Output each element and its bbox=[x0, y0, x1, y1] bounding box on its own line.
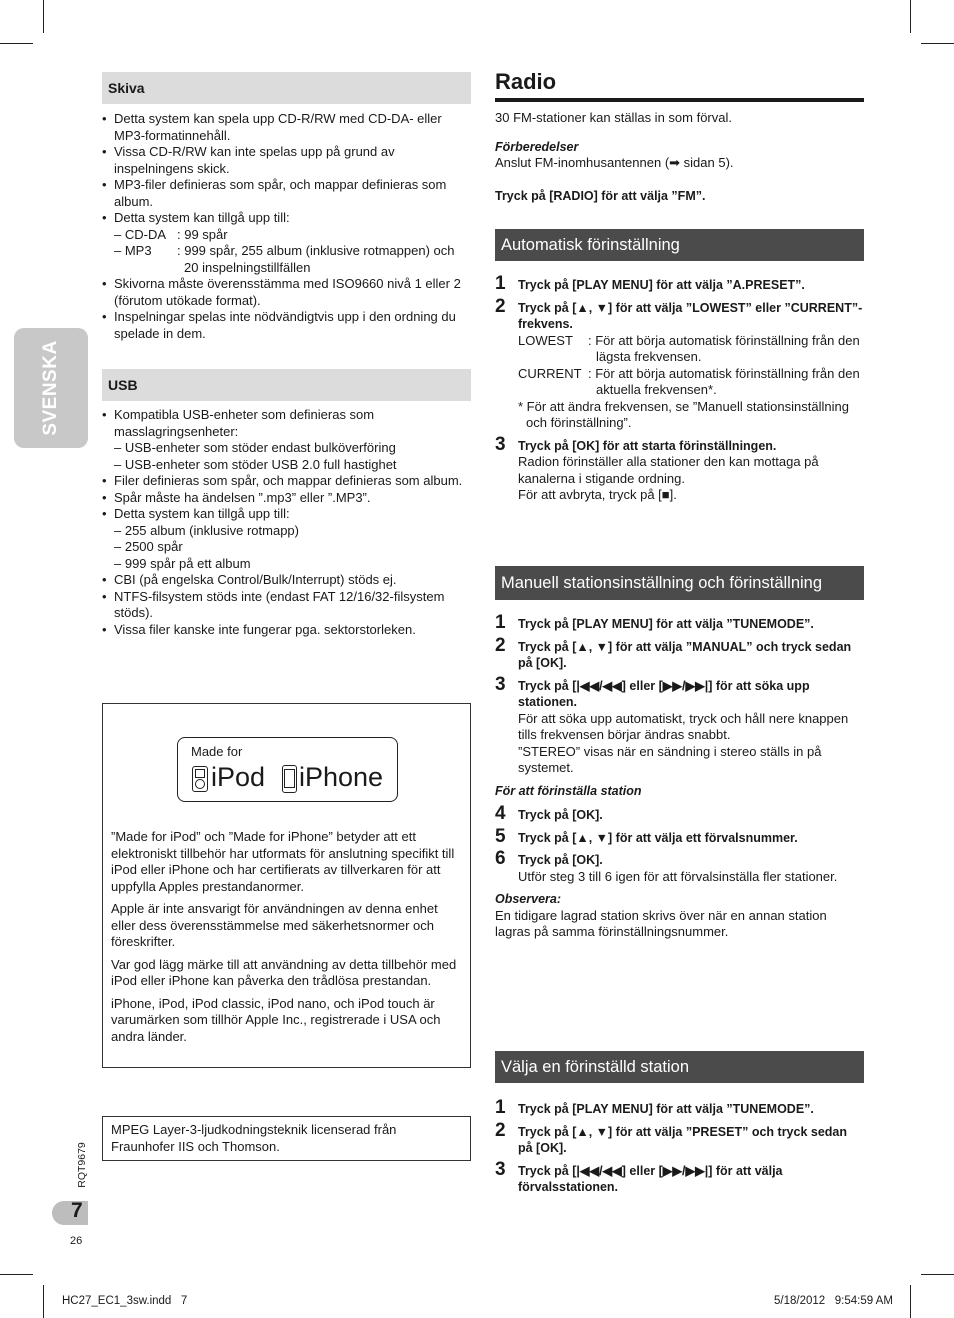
step-number: 4 bbox=[495, 803, 506, 824]
section-heading: Manuell stationsinställning och förinställning bbox=[495, 566, 864, 600]
mpeg-notice-box bbox=[102, 1116, 471, 1161]
step-detail: ”STEREO” visas när en sändning i stereo ställs in på systemet. bbox=[518, 743, 822, 775]
step-number: 3 bbox=[495, 1158, 506, 1180]
step-number: 3 bbox=[495, 433, 506, 455]
list-item-text: Detta system kan tillgå upp till: bbox=[114, 506, 290, 521]
step-number: 2 bbox=[495, 634, 506, 656]
side-tab-label: SVENSKA bbox=[39, 340, 61, 436]
radio-press: Tryck på [RADIO] för att välja ”FM”. bbox=[495, 188, 706, 203]
step bbox=[495, 1158, 864, 1196]
step bbox=[495, 1119, 864, 1157]
step-number: 1 bbox=[495, 1097, 506, 1118]
ipod-device-icon bbox=[192, 766, 208, 792]
footer-file: HC27_EC1_3sw.indd 7 bbox=[62, 1295, 188, 1307]
step-text: Tryck på [OK]. bbox=[518, 808, 603, 822]
step-text: Tryck på [▲, ▼] för att välja ”LOWEST” eller ”CURRENT”-frekvens. bbox=[518, 300, 863, 331]
section-heading: Automatisk förinställning bbox=[495, 229, 864, 261]
step-detail: Utför steg 3 till 6 igen för att förvalsinställa fler stationer. bbox=[518, 868, 838, 884]
list-item: • Filer definieras som spår, och mappar definieras som album. bbox=[102, 473, 471, 490]
apple-paragraph: ”Made for iPod” och ”Made for iPhone” betyder att ett elektroniskt tillbehör har utformats för anslutning specifikt till iPod eller iPhone och har certifierats av tillverkaren för att uppfylla Apples prestandanormer. bbox=[111, 829, 455, 894]
title-rule bbox=[495, 98, 864, 102]
step-text: Tryck på [|◀◀/◀◀] eller [▶▶/▶▶|] för att söka upp stationen. bbox=[518, 678, 810, 709]
limit-value: : 99 spår bbox=[177, 226, 228, 242]
crop-mark bbox=[0, 43, 33, 44]
step bbox=[495, 634, 864, 672]
sub-item: – 2500 spår bbox=[114, 539, 183, 554]
radio-title: Radio bbox=[495, 69, 557, 94]
manual-tuning-section bbox=[495, 566, 864, 941]
step bbox=[495, 273, 864, 294]
list-item bbox=[102, 210, 471, 276]
list-item: • Detta system kan spela upp CD-R/RW med CD-DA- eller MP3-formatinnehåll. bbox=[102, 111, 471, 144]
usb-section bbox=[102, 369, 471, 638]
prep-text: Anslut FM-inomhusantennen (➡ sidan 5). bbox=[495, 155, 734, 170]
note-label: Observera: bbox=[495, 892, 562, 906]
step-number: 2 bbox=[495, 295, 506, 317]
sub-item: – 255 album (inklusive rotmapp) bbox=[114, 522, 299, 538]
apple-paragraph: Apple är inte ansvarigt för användningen av denna enhet eller dess överensstämmelse med säkerhetsnormer och föreskrifter. bbox=[111, 901, 438, 949]
section-heading: Välja en förinställd station bbox=[495, 1051, 864, 1083]
step-text: Tryck på [PLAY MENU] för att välja ”TUNEMODE”. bbox=[518, 1102, 814, 1116]
crop-mark bbox=[921, 43, 954, 44]
step-number: 5 bbox=[495, 825, 506, 847]
step bbox=[495, 1097, 864, 1118]
limit-key: – CD-DA bbox=[114, 226, 167, 242]
sub-item: – USB-enheter som stöder USB 2.0 full hastighet bbox=[114, 456, 397, 472]
step bbox=[495, 673, 864, 777]
step bbox=[495, 803, 864, 824]
crop-mark bbox=[910, 1285, 911, 1318]
prep-label: Förberedelser bbox=[495, 139, 579, 154]
side-tab bbox=[14, 328, 88, 448]
step-number: 3 bbox=[495, 673, 506, 695]
step-text: Tryck på [PLAY MENU] för att välja ”TUNEMODE”. bbox=[518, 617, 814, 631]
apple-paragraph: iPhone, iPod, iPod classic, iPod nano, och iPod touch är varumärken som tillhör Apple Inc., registrerade i USA och andra länder. bbox=[111, 995, 441, 1044]
list-item: • Inspelningar spelas inte nödvändigtvis upp i den ordning du spelade in dem. bbox=[102, 309, 471, 342]
step-text: Tryck på [▲, ▼] för att välja ett förvalsnummer. bbox=[518, 830, 798, 845]
apple-paragraph: Var god lägg märke till att användning av detta tillbehör med iPod eller iPhone kan påverka den trådlösa prestandan. bbox=[111, 956, 457, 988]
step-text: Tryck på [OK]. bbox=[518, 853, 603, 867]
mpeg-text: MPEG Layer-3-ljudkodningsteknik licenserad från Fraunhofer IIS och Thomson. bbox=[111, 1122, 397, 1154]
list-item: • NTFS-filsystem stöds inte (endast FAT 12/16/32-filsystem stöds). bbox=[102, 589, 471, 622]
step-number: 2 bbox=[495, 1119, 506, 1141]
step-detail: Radion förinställer alla stationer den kan mottaga på kanalerna i stigande ordning. bbox=[518, 454, 819, 486]
step bbox=[495, 825, 864, 847]
list-item-text: Detta system kan tillgå upp till: bbox=[114, 210, 290, 225]
iphone-wordmark: iPhone bbox=[299, 762, 384, 792]
rqt-code: RQT9679 bbox=[75, 1142, 88, 1188]
radio-intro-block bbox=[495, 110, 864, 204]
page-number: 7 bbox=[71, 1199, 83, 1222]
crop-mark bbox=[921, 1274, 954, 1275]
list-item: • Skivorna måste överensstämma med ISO9660 nivå 1 eller 2 (förutom utökade format). bbox=[102, 276, 471, 309]
step-text: Tryck på [▲, ▼] för att välja ”PRESET” och tryck sedan på [OK]. bbox=[518, 1124, 848, 1155]
sub-item: – 999 spår på ett album bbox=[114, 555, 251, 571]
list-item: • Vissa filer kanske inte fungerar pga. sektorstorleken. bbox=[102, 622, 471, 639]
auto-preset-section bbox=[495, 229, 864, 510]
option-row bbox=[518, 333, 864, 366]
step-detail: För att avbryta, tryck på [■]. bbox=[518, 487, 677, 502]
made-for-text: Made for bbox=[191, 744, 243, 759]
intro-text: 30 FM-stationer kan ställas in som förval. bbox=[495, 110, 732, 125]
iphone-device-icon bbox=[282, 765, 297, 793]
select-preset-section bbox=[495, 1051, 864, 1202]
page-number-small: 26 bbox=[70, 1235, 83, 1247]
step-text: Tryck på [OK] för att starta förinställningen. bbox=[518, 438, 777, 453]
crop-mark bbox=[43, 0, 44, 33]
footnote: * För att ändra frekvensen, se ”Manuell stationsinställning och förinställning”. bbox=[518, 398, 849, 430]
step-number: 6 bbox=[495, 848, 506, 869]
sub-item: – USB-enheter som stöder endast bulköverföring bbox=[114, 440, 396, 455]
list-item: • MP3-filer definieras som spår, och mappar definieras som album. bbox=[102, 177, 471, 210]
option-row bbox=[518, 366, 864, 399]
section-heading: USB bbox=[102, 369, 471, 401]
step bbox=[495, 295, 864, 432]
step bbox=[495, 612, 864, 633]
section-heading: Skiva bbox=[102, 72, 471, 104]
list-item: • CBI (på engelska Control/Bulk/Interrupt) stöds ej. bbox=[102, 572, 471, 589]
limit-key: – MP3 bbox=[114, 243, 152, 258]
limit-row bbox=[114, 227, 471, 244]
list-item bbox=[102, 407, 471, 473]
skiva-section bbox=[102, 72, 471, 342]
step-text: Tryck på [▲, ▼] för att välja ”MANUAL” och tryck sedan på [OK]. bbox=[518, 639, 852, 670]
option-value: : För att börja automatisk förinställning från den aktuella frekvensen*. bbox=[588, 365, 860, 397]
step-number: 1 bbox=[495, 612, 506, 633]
limit-row bbox=[114, 243, 471, 276]
crop-mark bbox=[0, 1274, 33, 1275]
crop-mark bbox=[43, 1285, 44, 1318]
apple-notice-box bbox=[102, 703, 471, 1068]
preset-label: För att förinställa station bbox=[495, 783, 642, 798]
option-key: CURRENT bbox=[518, 365, 582, 381]
limit-value: : 999 spår, 255 album (inklusive rotmappen) och 20 inspelningstillfällen bbox=[177, 243, 455, 275]
crop-mark bbox=[910, 0, 911, 33]
ipod-wordmark: iPod bbox=[211, 762, 266, 792]
list-item: • Vissa CD-R/RW kan inte spelas upp på grund av inspelningens skick. bbox=[102, 144, 471, 177]
step-number: 1 bbox=[495, 273, 506, 294]
list-item bbox=[102, 506, 471, 572]
footer-date: 5/18/2012 9:54:59 AM bbox=[774, 1295, 893, 1307]
step bbox=[495, 433, 864, 504]
option-key: LOWEST bbox=[518, 332, 573, 348]
note-text: En tidigare lagrad station skrivs över när en annan station lagras på samma förinställningsnummer. bbox=[495, 907, 827, 939]
list-item: • Spår måste ha ändelsen ”.mp3” eller ”.MP3”. bbox=[102, 490, 471, 507]
list-item-text: Kompatibla USB-enheter som definieras som masslagringsenheter: bbox=[114, 407, 375, 439]
step-text: Tryck på [|◀◀/◀◀] eller [▶▶/▶▶|] för att välja förvalsstationen. bbox=[518, 1163, 783, 1194]
made-for-logo bbox=[177, 737, 398, 802]
option-value: : För att börja automatisk förinställning från den lägsta frekvensen. bbox=[588, 332, 860, 364]
step-text: Tryck på [PLAY MENU] för att välja ”A.PRESET”. bbox=[518, 278, 805, 292]
step bbox=[495, 848, 864, 885]
step-detail: För att söka upp automatiskt, tryck och håll nere knappen tills frekvensen börjar ändras snabbt. bbox=[518, 710, 849, 742]
